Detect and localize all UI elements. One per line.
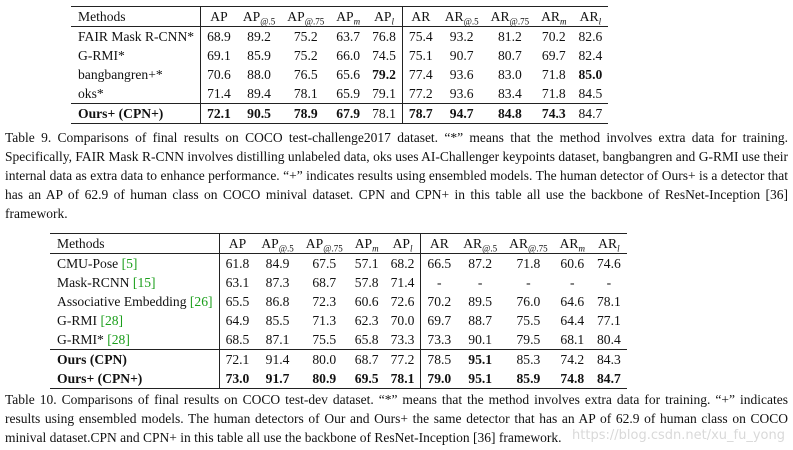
col-apl: $AP_l$: [385, 234, 421, 254]
value-cell: 78.1: [596, 294, 621, 309]
value-cell: 71.8: [516, 256, 541, 271]
col-ap75: $AP_{@.75}$: [305, 236, 343, 254]
value-cell: 87.3: [265, 275, 290, 290]
value-cell: 78.9: [293, 106, 318, 121]
value-cell: 95.1: [468, 371, 493, 386]
table-row: [50, 369, 627, 389]
value-cell: 76.0: [516, 294, 541, 309]
method-name: Ours+ (CPN+): [78, 106, 164, 121]
value-cell: 87.2: [468, 256, 493, 271]
method-name: Ours+ (CPN+): [57, 371, 143, 386]
citation-link[interactable]: [15]: [132, 275, 156, 290]
value-cell: -: [606, 275, 612, 290]
value-cell: 79.1: [366, 84, 402, 104]
value-cell: 82.6: [578, 29, 603, 44]
value-cell: 85.5: [265, 313, 290, 328]
method-cell: [71, 27, 201, 47]
value-cell: 81.2: [497, 29, 522, 44]
value-cell: 72.1: [225, 352, 250, 367]
table-row: [71, 27, 608, 47]
table-row: [71, 65, 608, 84]
col-ar75: $AR_{@.75}$: [509, 236, 548, 254]
value-cell: 75.2: [293, 29, 318, 44]
value-cell: 65.8: [354, 332, 379, 347]
value-cell: 71.8: [541, 67, 566, 82]
value-cell: 83.4: [497, 86, 522, 101]
table-row: [50, 254, 627, 274]
col-apm: $AP_m$: [336, 9, 361, 27]
table-row: [71, 104, 608, 124]
method-cell: [71, 84, 201, 104]
value-cell: 85.9: [247, 48, 271, 63]
table-row: [50, 330, 627, 350]
value-cell: 86.8: [265, 294, 290, 309]
value-cell: 68.7: [354, 352, 379, 367]
value-cell: 66.0: [336, 48, 361, 63]
value-cell: 64.9: [225, 313, 250, 328]
value-cell: 60.6: [560, 256, 585, 271]
value-cell: 89.2: [247, 29, 271, 44]
value-cell: 87.1: [265, 332, 290, 347]
col-arm: $AR_m$: [559, 236, 585, 254]
value-cell: 93.2: [449, 29, 474, 44]
value-cell: 84.3: [596, 352, 621, 367]
col-ar75: $AR_{@.75}$: [490, 9, 530, 27]
table-row: [71, 84, 608, 104]
value-cell: 70.2: [541, 29, 566, 44]
value-cell: -: [526, 275, 531, 290]
citation-link[interactable]: [28]: [100, 313, 124, 328]
value-cell: 91.4: [265, 352, 290, 367]
value-cell: 84.7: [578, 106, 603, 121]
value-cell: 72.1: [207, 106, 231, 121]
method-name: Ours (CPN): [57, 352, 127, 367]
table-10: [50, 233, 627, 389]
method-name: G-RMI*: [57, 332, 104, 347]
value-cell: 77.4: [408, 67, 433, 82]
caption10-text: Table 10. Comparisons of final results on COCO test-dev dataset. “*” means that the method involves extra data for training. “+” indicates results using ensembled models. The human detectors of Our and Ours+ the same detector that has an AP of 62.9 of human class on COCO minival dataset.CPN and CPN+ in this table all use the backbone of ResNet-Inception [36] framework.: [5, 392, 788, 445]
value-cell: 65.5: [225, 294, 250, 309]
value-cell: 78.1: [366, 104, 402, 124]
value-cell: 85.9: [516, 371, 541, 386]
method-name: G-RMI*: [78, 48, 125, 63]
method-name: oks*: [78, 86, 104, 101]
value-cell: 79.0: [427, 371, 452, 386]
value-cell: 74.2: [560, 352, 585, 367]
method-cell: [71, 65, 201, 84]
value-cell: 61.8: [225, 256, 250, 271]
value-cell: 70.0: [385, 311, 421, 330]
value-cell: 67.9: [336, 106, 361, 121]
col-methods: Methods: [71, 7, 201, 27]
value-cell: 89.4: [247, 86, 271, 101]
value-cell: 78.7: [408, 106, 433, 121]
table-9-caption: [5, 128, 788, 223]
value-cell: 80.7: [497, 48, 522, 63]
watermark: https://blog.csdn.net/xu_fu_yong: [572, 428, 785, 443]
value-cell: 71.8: [541, 86, 566, 101]
value-cell: 77.1: [596, 313, 621, 328]
value-cell: 90.1: [468, 332, 493, 347]
value-cell: -: [477, 275, 483, 290]
value-cell: 73.3: [385, 330, 421, 350]
method-name: FAIR Mask R-CNN*: [78, 29, 195, 44]
method-cell: [50, 350, 219, 370]
value-cell: 89.5: [468, 294, 493, 309]
value-cell: 68.7: [312, 275, 337, 290]
value-cell: 76.5: [293, 67, 318, 82]
method-cell: [50, 311, 219, 330]
value-cell: 74.8: [560, 371, 585, 386]
col-methods: Methods: [50, 234, 219, 254]
value-cell: 85.0: [578, 67, 603, 82]
value-cell: -: [570, 275, 575, 290]
value-cell: 76.8: [366, 27, 402, 47]
value-cell: 75.2: [293, 48, 318, 63]
value-cell: 79.5: [516, 332, 541, 347]
citation-link[interactable]: [5]: [121, 256, 138, 271]
value-cell: 80.0: [312, 352, 337, 367]
method-cell: [50, 369, 219, 389]
value-cell: 84.8: [497, 106, 522, 121]
table-9: [71, 6, 608, 124]
value-cell: 70.2: [427, 294, 452, 309]
value-cell: 71.3: [312, 313, 337, 328]
col-arl: $AR_l$: [579, 9, 602, 27]
col-arl: $AR_l$: [598, 236, 620, 254]
table-row: [50, 292, 627, 311]
value-cell: 64.4: [560, 313, 585, 328]
value-cell: 90.7: [449, 48, 474, 63]
col-arm: $AR_m$: [541, 9, 567, 27]
value-cell: 74.6: [596, 256, 621, 271]
value-cell: 57.8: [354, 275, 379, 290]
value-cell: 69.7: [541, 48, 566, 63]
value-cell: -: [437, 275, 442, 290]
value-cell: 77.2: [385, 350, 421, 370]
value-cell: 84.7: [596, 371, 621, 386]
value-cell: 63.7: [336, 29, 361, 44]
value-cell: 57.1: [354, 256, 379, 271]
value-cell: 71.4: [385, 273, 421, 292]
value-cell: 82.4: [578, 48, 603, 63]
value-cell: 65.6: [336, 67, 361, 82]
value-cell: 95.1: [468, 352, 493, 367]
col-ar: AR: [411, 9, 431, 24]
value-cell: 68.2: [385, 254, 421, 274]
value-cell: 74.3: [541, 106, 566, 121]
value-cell: 62.3: [354, 313, 379, 328]
value-cell: 75.4: [408, 29, 433, 44]
table-row: [50, 273, 627, 292]
value-cell: 67.5: [312, 256, 337, 271]
method-cell: [71, 104, 201, 124]
value-cell: 68.5: [225, 332, 250, 347]
value-cell: 69.5: [354, 371, 379, 386]
col-ap75: $AP_{@.75}$: [287, 9, 325, 27]
table-row: [71, 46, 608, 65]
method-cell: [50, 254, 219, 274]
value-cell: 69.1: [207, 48, 231, 63]
value-cell: 72.3: [312, 294, 337, 309]
value-cell: 84.9: [265, 256, 290, 271]
value-cell: 73.3: [427, 332, 452, 347]
value-cell: 65.9: [336, 86, 361, 101]
value-cell: 68.9: [207, 29, 231, 44]
table-row: [50, 311, 627, 330]
caption9-text: Table 9. Comparisons of final results on COCO test-challenge2017 dataset. “*” means that the method involves extra data for training. Specifically, FAIR Mask R-CNN involves distilling unlabeled data, oks uses AI-Challenger keypoints dataset, bangbangren and G-RMI use their internal data as extra data to enhance performance. “+” indicates results using ensembled models. The human detector of Ours+ is a detector that has an AP of 62.9 of human class on COCO minival dataset. CPN and CPN+ in this table all use the backbone of ResNet-Inception [36] framework.: [5, 130, 788, 221]
value-cell: 93.6: [449, 67, 474, 82]
value-cell: 80.9: [312, 371, 337, 386]
method-name: Associative Embedding: [57, 294, 187, 309]
value-cell: 75.5: [312, 332, 337, 347]
value-cell: 72.6: [385, 292, 421, 311]
method-cell: [50, 273, 219, 292]
value-cell: 79.2: [366, 65, 402, 84]
value-cell: 64.6: [560, 294, 585, 309]
value-cell: 85.3: [516, 352, 541, 367]
col-apm: $AP_m$: [354, 236, 379, 254]
value-cell: 88.7: [468, 313, 493, 328]
col-ap: AP: [228, 236, 247, 251]
col-ap50: $AP_{@.5}$: [242, 9, 276, 27]
value-cell: 75.1: [408, 48, 433, 63]
value-cell: 66.5: [427, 256, 452, 271]
value-cell: 68.1: [560, 332, 585, 347]
value-cell: 90.5: [247, 106, 271, 121]
method-name: bangbangren+*: [78, 67, 163, 82]
value-cell: 93.6: [449, 86, 474, 101]
col-ap: AP: [210, 9, 228, 24]
method-cell: [50, 330, 219, 350]
value-cell: 70.6: [207, 67, 231, 82]
col-apl: $AP_l$: [366, 7, 402, 27]
value-cell: 77.2: [408, 86, 433, 101]
value-cell: 63.1: [225, 275, 250, 290]
value-cell: 91.7: [265, 371, 290, 386]
col-ar50: $AR_{@.5}$: [444, 9, 479, 27]
citation-link[interactable]: [26]: [189, 294, 213, 309]
value-cell: 60.6: [354, 294, 379, 309]
value-cell: 78.5: [427, 352, 452, 367]
table-9-header: [71, 7, 608, 27]
value-cell: 74.5: [366, 46, 402, 65]
value-cell: 78.1: [385, 369, 421, 389]
col-ar: AR: [429, 236, 449, 251]
value-cell: 75.5: [516, 313, 541, 328]
value-cell: 88.0: [247, 67, 271, 82]
col-ap50: $AP_{@.5}$: [261, 236, 294, 254]
citation-link[interactable]: [28]: [107, 332, 130, 347]
value-cell: 94.7: [449, 106, 474, 121]
table-10-header: [50, 234, 627, 254]
value-cell: 80.4: [596, 332, 621, 347]
value-cell: 78.1: [293, 86, 318, 101]
method-cell: [50, 292, 219, 311]
value-cell: 83.0: [497, 67, 522, 82]
method-name: CMU-Pose: [57, 256, 119, 271]
value-cell: 84.5: [578, 86, 603, 101]
method-name: Mask-RCNN: [57, 275, 130, 290]
method-name: G-RMI: [57, 313, 98, 328]
value-cell: 73.0: [225, 371, 250, 386]
value-cell: 69.7: [427, 313, 452, 328]
method-cell: [71, 46, 201, 65]
value-cell: 71.4: [207, 86, 231, 101]
table-row: [50, 350, 627, 370]
col-ar50: $AR_{@.5}$: [463, 236, 498, 254]
